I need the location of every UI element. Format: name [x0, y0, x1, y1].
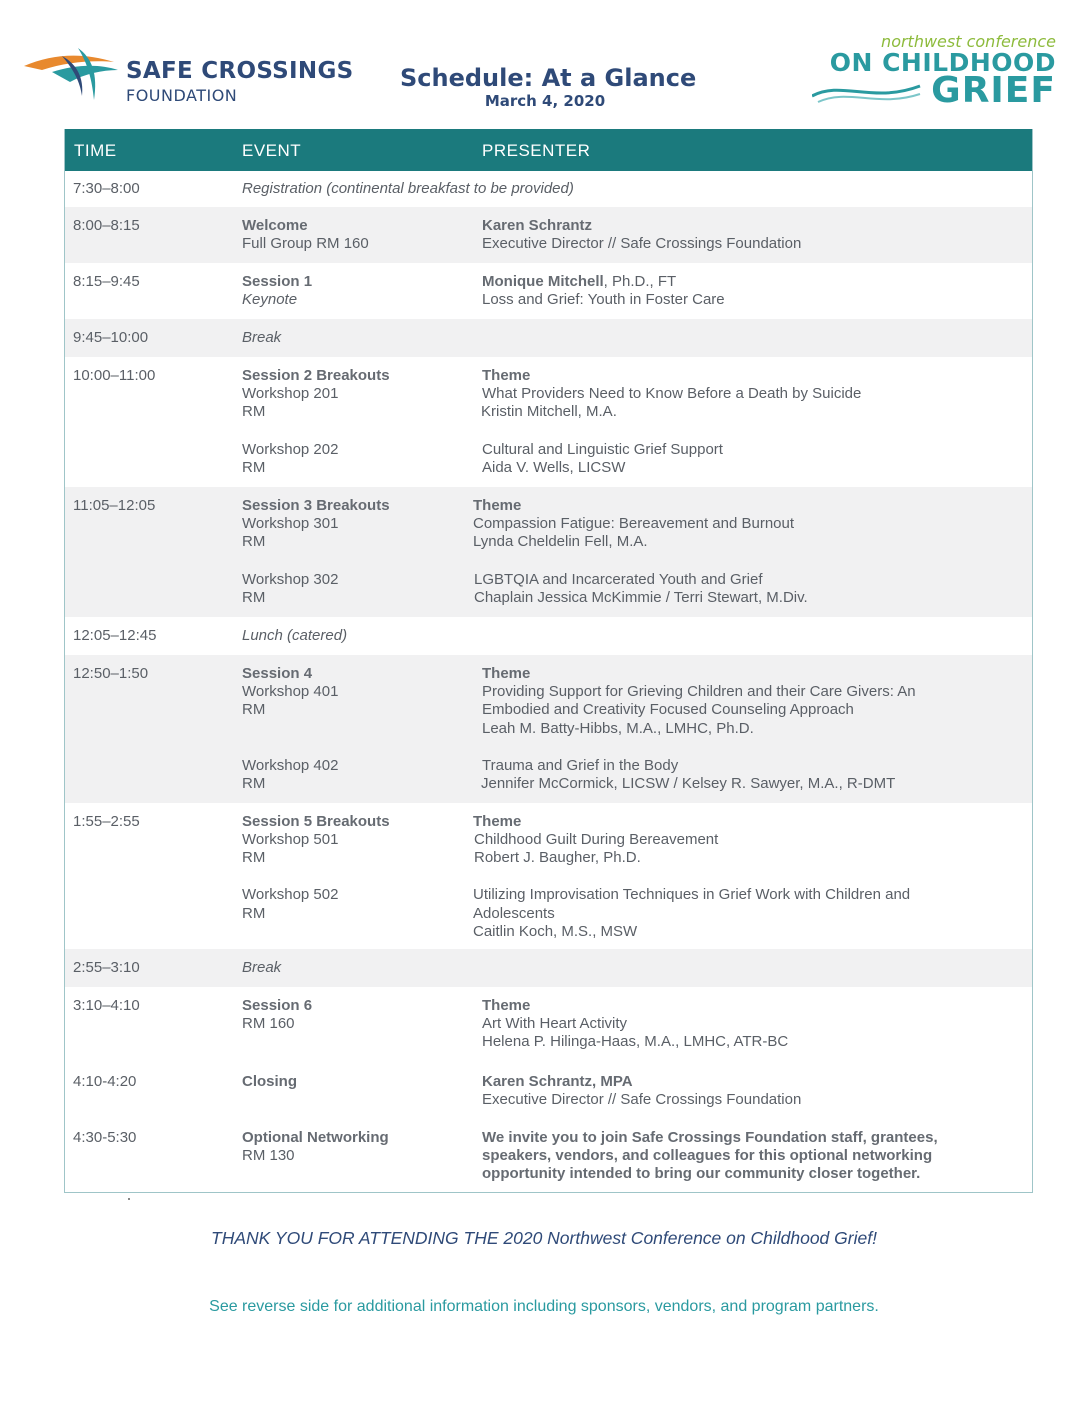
- workshop-2: Workshop 402: [242, 757, 339, 774]
- conf-line-2: ON CHILDHOOD: [829, 48, 1056, 77]
- row-event: Session 5 Breakouts: [242, 813, 390, 830]
- workshop-1: Workshop 501: [242, 831, 339, 848]
- workshop-2-title: Utilizing Improvisation Techniques in Grief Work with Children and: [473, 886, 911, 903]
- workshop-1-room: RM: [242, 701, 266, 718]
- col-time-header: TIME: [74, 141, 117, 160]
- row-presenter: Karen Schrantz: [482, 217, 593, 234]
- footer-thanks: THANK YOU FOR ATTENDING THE 2020 Northwest Conference on Childhood Grief!: [211, 1228, 877, 1248]
- workshop-1-title: Providing Support for Grieving Children and their Care Givers: An: [482, 683, 916, 700]
- row-time: 4:30-5:30: [73, 1129, 137, 1146]
- workshop-1-title-cont: Embodied and Creativity Focused Counseling Approach: [482, 701, 854, 718]
- workshop-2-presenter: Chaplain Jessica McKimmie / Terri Stewart, M.Div.: [474, 589, 808, 606]
- table-row: [65, 803, 1032, 949]
- workshop-2-title: Trauma and Grief in the Body: [482, 757, 679, 774]
- workshop-2-presenter: Jennifer McCormick, LICSW / Kelsey R. Sawyer, M.A., R-DMT: [481, 775, 896, 792]
- table-row: [65, 487, 1032, 617]
- row-event-detail: Keynote: [242, 291, 298, 308]
- row-presenter: Karen Schrantz, MPA: [482, 1073, 633, 1090]
- workshop-presenter: Helena P. Hilinga-Haas, M.A., LMHC, ATR-BC: [482, 1033, 789, 1050]
- workshop-2-room: RM: [242, 459, 266, 476]
- row-event-detail: RM 130: [242, 1147, 295, 1164]
- workshop-1-presenter: Kristin Mitchell, M.A.: [481, 403, 617, 420]
- workshop-2-title: LGBTQIA and Incarcerated Youth and Grief: [474, 571, 763, 588]
- wave-icon: [812, 76, 922, 106]
- conf-line-3: GRIEF: [931, 70, 1056, 111]
- table-row: [65, 949, 1032, 987]
- workshop-2-presenter: Caitlin Koch, M.S., MSW: [473, 923, 638, 940]
- presenter-name: Monique Mitchell: [482, 273, 604, 290]
- row-event: Registration (continental breakfast to be provided): [242, 180, 574, 197]
- row-event: Break: [242, 959, 282, 976]
- row-event: Session 1: [242, 273, 313, 290]
- row-time: 10:00–11:00: [73, 367, 156, 384]
- conf-line-1: northwest conference: [881, 32, 1056, 51]
- workshop-1-title: Childhood Guilt During Bereavement: [474, 831, 719, 848]
- networking-text-1: We invite you to join Safe Crossings Foundation staff, grantees,: [482, 1129, 938, 1146]
- table-row: [65, 617, 1032, 655]
- theme-label: Theme: [482, 367, 531, 384]
- row-event-detail: RM 160: [242, 1015, 295, 1032]
- row-presenter: [482, 273, 676, 292]
- row-time: 12:50–1:50: [73, 665, 149, 682]
- stray-dot: [128, 1198, 130, 1200]
- table-row: [65, 263, 1032, 319]
- row-event: Session 2 Breakouts: [242, 367, 390, 384]
- workshop-2: Workshop 302: [242, 571, 339, 588]
- title-block: [400, 64, 697, 110]
- org-sub: FOUNDATION: [126, 86, 238, 105]
- workshop-1: Workshop 301: [242, 515, 339, 532]
- table-row: [65, 1119, 1032, 1191]
- workshop-1-room: RM: [242, 849, 266, 866]
- row-time: 7:30–8:00: [73, 180, 140, 197]
- row-presenter-detail: Loss and Grief: Youth in Foster Care: [482, 291, 725, 308]
- workshop-2-room: RM: [242, 775, 266, 792]
- col-presenter-header: PRESENTER: [482, 141, 591, 160]
- row-time: 1:55–2:55: [73, 813, 140, 830]
- workshop-2-room: RM: [242, 589, 266, 606]
- theme-label: Theme: [473, 813, 522, 830]
- workshop-1: Workshop 401: [242, 683, 339, 700]
- row-event: Break: [242, 329, 282, 346]
- workshop-2-title: Cultural and Linguistic Grief Support: [482, 441, 723, 458]
- row-presenter-detail: Executive Director // Safe Crossings Foundation: [482, 235, 802, 252]
- row-time: 12:05–12:45: [73, 627, 157, 644]
- workshop-1: Workshop 201: [242, 385, 339, 402]
- theme-label: Theme: [473, 497, 522, 514]
- bird-icon: [22, 44, 122, 104]
- workshop-title: Art With Heart Activity: [482, 1015, 628, 1032]
- row-time: 2:55–3:10: [73, 959, 140, 976]
- row-event: Session 4: [242, 665, 313, 682]
- row-time: 3:10–4:10: [73, 997, 140, 1014]
- row-event: Optional Networking: [242, 1129, 389, 1146]
- row-presenter-detail: Executive Director // Safe Crossings Foundation: [482, 1091, 802, 1108]
- footer-note: See reverse side for additional information including sponsors, vendors, and program partners.: [209, 1298, 879, 1315]
- workshop-1-title: Compassion Fatigue: Bereavement and Burnout: [473, 515, 795, 532]
- networking-text-3: opportunity intended to bring our community closer together.: [482, 1165, 921, 1182]
- row-event-detail: Full Group RM 160: [242, 235, 369, 252]
- org-name: SAFE CROSSINGS: [126, 58, 354, 84]
- row-event: Session 3 Breakouts: [242, 497, 390, 514]
- conference-logo: [812, 32, 1060, 112]
- presenter-credentials: , Ph.D., FT: [603, 273, 677, 290]
- page-date: March 4, 2020: [484, 92, 606, 110]
- table-row: [65, 655, 1032, 803]
- table-header: [65, 129, 1032, 171]
- row-event: Session 6: [242, 997, 313, 1014]
- workshop-1-title: What Providers Need to Know Before a Death by Suicide: [482, 385, 862, 402]
- row-event: Lunch (catered): [242, 627, 348, 644]
- col-event-header: EVENT: [242, 141, 302, 160]
- table-row: [65, 319, 1032, 357]
- row-time: 8:00–8:15: [73, 217, 140, 234]
- table-row: [65, 357, 1032, 487]
- table-row: [65, 171, 1032, 207]
- theme-label: Theme: [482, 665, 531, 682]
- row-time: 8:15–9:45: [73, 273, 140, 290]
- row-time: 4:10-4:20: [73, 1073, 137, 1090]
- row-time: 9:45–10:00: [73, 329, 149, 346]
- safe-crossings-logo: [22, 44, 362, 104]
- workshop-2: Workshop 502: [242, 886, 339, 903]
- workshop-2-presenter: Aida V. Wells, LICSW: [482, 459, 626, 476]
- workshop-1-presenter: Robert J. Baugher, Ph.D.: [474, 849, 641, 866]
- workshop-1-presenter: Leah M. Batty-Hibbs, M.A., LMHC, Ph.D.: [482, 720, 754, 737]
- workshop-1-presenter: Lynda Cheldelin Fell, M.A.: [473, 533, 648, 550]
- workshop-1-room: RM: [242, 533, 266, 550]
- schedule-table: [64, 129, 1033, 1193]
- table-row: [65, 987, 1032, 1063]
- table-row: [65, 207, 1032, 263]
- row-time: 11:05–12:05: [73, 497, 156, 514]
- networking-text-2: speakers, vendors, and colleagues for this optional networking: [482, 1147, 933, 1164]
- workshop-2-title-cont: Adolescents: [473, 905, 555, 922]
- theme-label: Theme: [482, 997, 531, 1014]
- workshop-2: Workshop 202: [242, 441, 339, 458]
- page-title: Schedule: At a Glance: [400, 64, 697, 92]
- row-event: Closing: [242, 1073, 297, 1090]
- table-row: [65, 1063, 1032, 1119]
- workshop-1-room: RM: [242, 403, 266, 420]
- workshop-2-room: RM: [242, 905, 266, 922]
- row-event: Welcome: [242, 217, 308, 234]
